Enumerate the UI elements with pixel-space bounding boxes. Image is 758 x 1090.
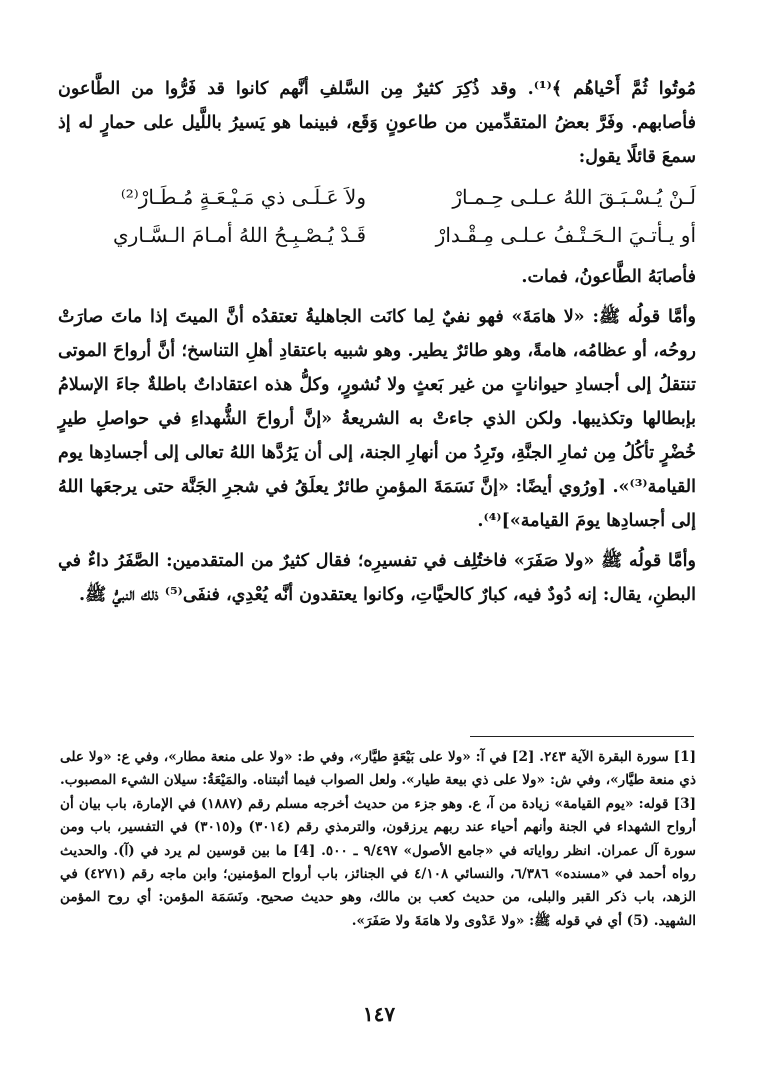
page-number: ١٤٧ [362,1002,396,1026]
poem [58,178,696,254]
footnote-divider [470,736,694,737]
poem-line-1-right: لَـنْ يُـسْـبَـقَ اللهُ عـلـى حِـمـارْ [452,185,696,209]
poem-line-2-right: أو يـأتـيَ الـحَـتْـفُ عـلـى مِـقْـدارْ [435,223,696,247]
paragraph-3: وأمَّا قولُه ﷺ: «لا هامَةَ» فهو نفيٌ لِما كانَت الجاهليةُ تعتقدُه أنَّ الميتَ إذا ماتَ صارَتْ روحُه، أو عظامُه، هامةً، وهو طائرٌ يطير. وهو شبيه باعتقادِ أهلِ التناسخ؛ أنَّ أرواحَ الموتى تنتقلُ إلى أجسادِ حيواناتٍ من غير بَعثٍ ولا نُشورٍ، وكلُّ هذه اعتقاداتٌ باطلةٌ جاءَ الإسلامُ بإبطالها وتكذيبها. ولكن الذي جاءتْ به الشريعةُ «إنَّ أرواحَ الشُّهداءِ في حواصلِ طيرٍ خُضْرٍ تأكُلُ مِن ثمارِ الجنَّةِ، وتَرِدُ من أنهارِ الجنة، إلى أن يَرُدَّها اللهُ تعالى إلى أجسادِها يوم القيامة⁽³⁾». [ورُوي أيضًا: «إنَّ نَسَمَةَ المؤمنِ طائرٌ يعلَقُ في شجرِ الجَنَّة حتى يرجعَها اللهُ إلى أجسادِها يومَ القيامة»]⁽⁴⁾. [58,307,696,531]
footnotes-text: [1] سورة البقرة الآية ٢٤٣. [2] في آ: «ولا على بَيْعَةٍ طيَّار»، وفي ط: «ولا على منعة مطار»، وفي ع: «ولا على ذي منعة طيَّار»، وفي ش: «ولا على ذي بيعة طيار». ولعل الصواب فيما أثبتناه. والمَيْعَةُ: سيلان الشيء المصبوب. [3] قوله: «يوم القيامة» زيادة من آ، ع. وهو جزء من حديث أخرجه مسلم رقم (١٨٨٧) في الإمارة، باب بيان أن أرواح الشهداء في الجنة وأنهم أحياء عند ربهم يرزقون، والترمذي رقم (٣٠١٤) و(٣٠١٥) في التفسير، باب ومن سورة آل عمران. انظر رواياته في «جامع الأصول» ٩/٤٩٧ ـ ٥٠٠. [4] ما بين قوسين لم يرد في (آ). والحديث رواه أحمد في «مسنده» ٦/٣٨٦، والنسائي ٤/١٠٨ في الجنائز، باب أرواح المؤمنين؛ وابن ماجه رقم (٤٢٧١) في الزهد، باب ذكر القبر والبلى، من حديث كعب بن مالك، وهو حديث صحيح. ونَسَمَة المؤمن: أي روح المؤمن الشهيد. (5) أي في قوله ﷺ: «ولا عَدْوى ولا هامَةَ ولا صَفَرَ». [60,749,697,929]
poem-line-1-left: ولاَ عَـلَـى ذي مَـيْـعَـةٍ مُـطَـارْ⁽²⁾ [120,185,366,209]
paragraph-4: وأمَّا قولُه ﷺ «ولا صَفَرَ» فاختُلِف في تفسيرِه؛ فقال كثيرٌ من المتقدمين: الصَّفَرُ داءٌ في البطنِ، يقال: إنه دُودٌ فيه، كبارٌ كالحيَّاتِ، وكانوا يعتقدون أنَّه يُعْدِي، فنفَى⁽⁵⁾ ذلك النبيُّ ﷺ. [58,551,696,605]
poem-line-2-left: قَـدْ يُـصْـبِـحُ اللهُ أمـامَ الـسَّـاري [113,223,366,247]
main-text [58,72,696,612]
paragraph-2: فأصابَهُ الطَّاعونُ، فمات. [521,267,696,287]
paragraph-1: مُوتُوا ثُمَّ أَحْياهُم ﴾⁽¹⁾. وقد ذُكِرَ كثيرٌ مِن السَّلفِ أنَّهم كانوا قد فَرُّوا من الطَّاعون فأصابهم. وفَرَّ بعضُ المتقدِّمين من طاعونٍ وَقَع، فبينما هو يَسيرُ باللَّيل على حمارٍ له إذ سمعَ قائلًا يقول: [58,79,696,167]
footnotes [60,746,696,933]
